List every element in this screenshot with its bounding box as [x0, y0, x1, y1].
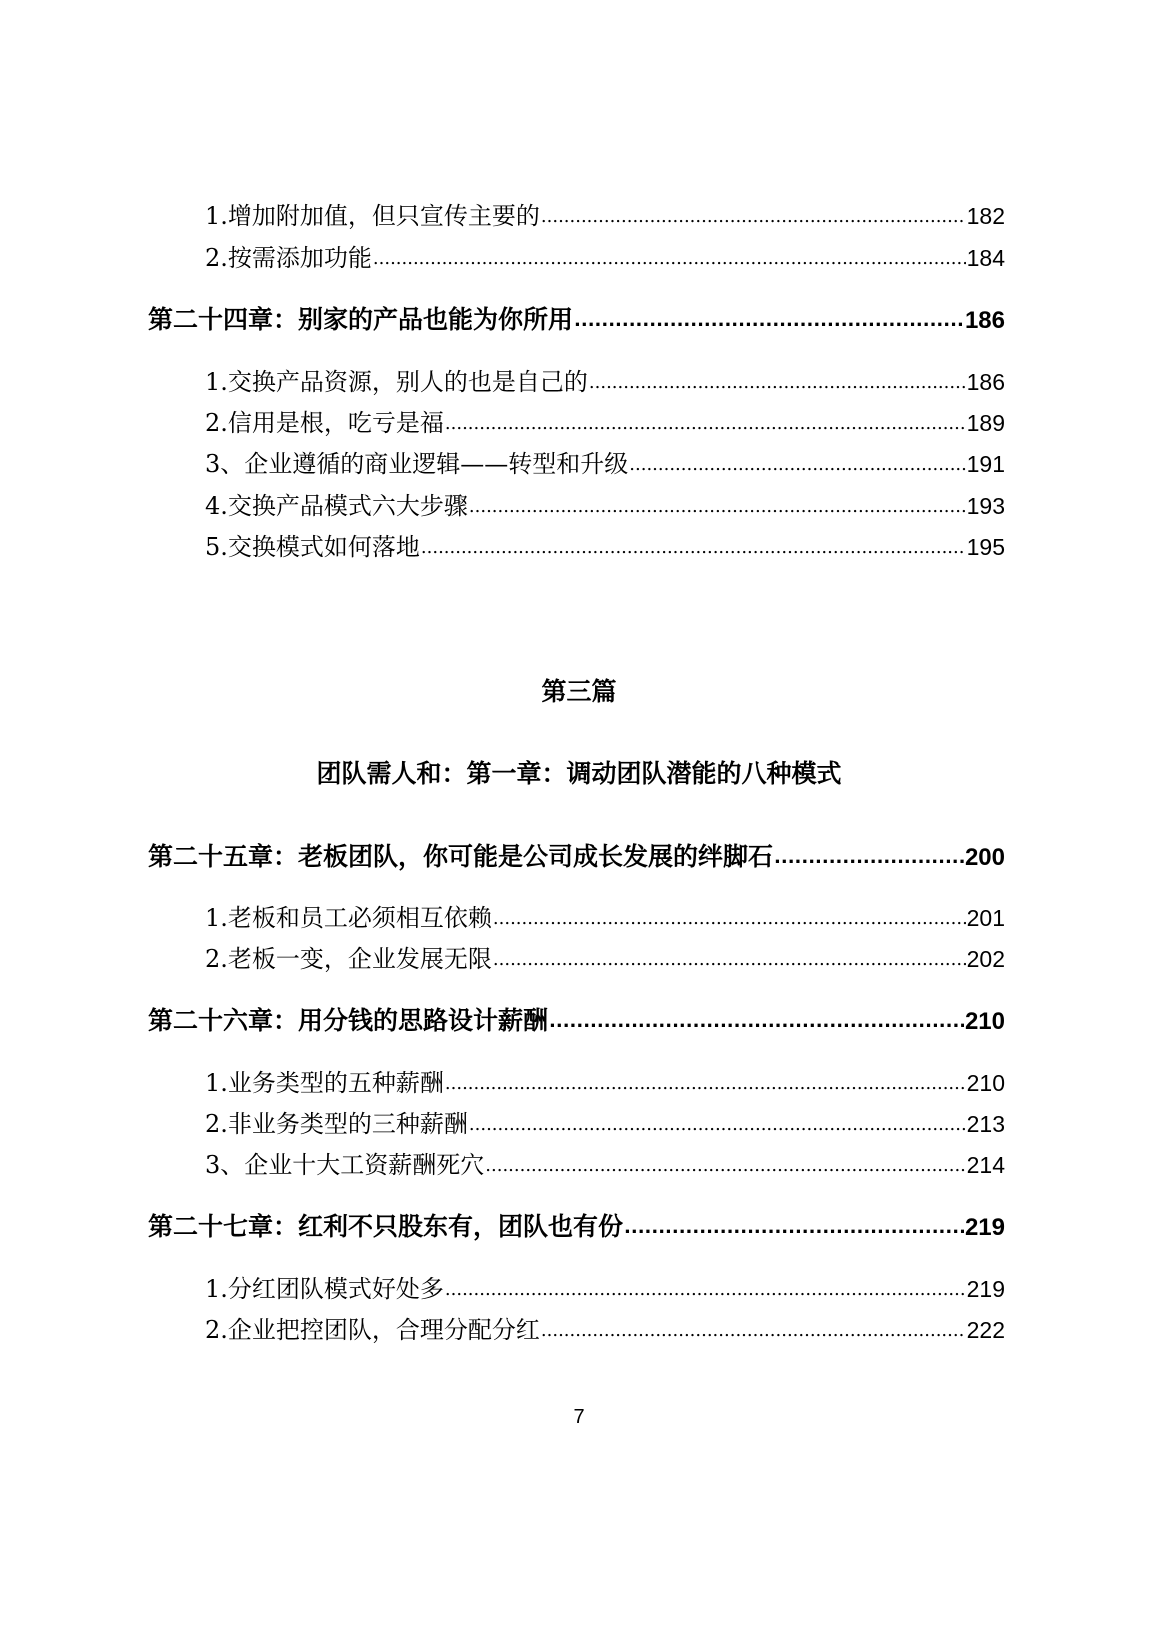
toc-chapter-26[interactable] [148, 1001, 1005, 1037]
toc-chapter-title: 第二十七章：红利不只股东有，团队也有份 [148, 1212, 624, 1241]
toc-chapter-page: 186 [964, 307, 1005, 334]
toc-entry-label: 3、企业十大工资薪酬死穴 [205, 1151, 485, 1179]
toc-chapter-page: 200 [964, 844, 1005, 871]
toc-entry-label: 2.老板一变，企业发展无限 [205, 945, 492, 973]
dot-leader [445, 407, 966, 435]
dot-leader [629, 448, 965, 476]
toc-entry[interactable] [205, 1145, 1005, 1179]
toc-entry-page: 210 [966, 1070, 1005, 1096]
toc-entry-label: 4.交换产品模式六大步骤 [205, 492, 468, 520]
dot-leader [445, 1067, 966, 1095]
dot-leader [549, 1004, 964, 1033]
dot-leader [493, 943, 966, 971]
toc-entry-page: 184 [966, 245, 1005, 271]
toc-entry[interactable] [205, 1104, 1005, 1138]
toc-entry[interactable] [205, 527, 1005, 561]
toc-entry-label: 1.交换产品资源，别人的也是自己的 [205, 368, 588, 396]
dot-leader [469, 1108, 966, 1136]
dot-leader [589, 366, 966, 394]
toc-entry-page: 191 [966, 451, 1005, 477]
dot-leader [574, 303, 964, 332]
part-heading: 第三篇 [541, 677, 617, 706]
toc-entry-label: 2.非业务类型的三种薪酬 [205, 1110, 468, 1138]
toc-entry-label: 1.分红团队模式好处多 [205, 1275, 444, 1303]
toc-entry-page: 222 [966, 1317, 1005, 1343]
toc-chapter-title: 第二十四章：别家的产品也能为你所用 [148, 305, 574, 334]
dot-leader [624, 1210, 964, 1239]
toc-entry-label: 1.老板和员工必须相互依赖 [205, 904, 492, 932]
toc-entry[interactable] [205, 1063, 1005, 1097]
toc-entry[interactable] [205, 403, 1005, 437]
toc-entry-label: 1.增加附加值，但只宣传主要的 [205, 202, 540, 230]
toc-entry-page: 202 [966, 946, 1005, 972]
dot-leader [541, 1314, 966, 1342]
toc-entry-page: 219 [966, 1276, 1005, 1302]
toc-entry[interactable] [205, 1310, 1005, 1344]
dot-leader [469, 490, 966, 518]
toc-entry-page: 189 [966, 410, 1005, 436]
toc-entry[interactable] [205, 196, 1005, 230]
toc-chapter-25[interactable] [148, 837, 1005, 873]
toc-entry-page: 193 [966, 493, 1005, 519]
toc-entry-page: 186 [966, 369, 1005, 395]
toc-entry[interactable] [205, 898, 1005, 932]
dot-leader [485, 1149, 965, 1177]
toc-chapter-title: 第二十五章：老板团队，你可能是公司成长发展的绊脚石 [148, 842, 774, 871]
toc-chapter-page: 219 [964, 1214, 1005, 1241]
toc-entry[interactable] [205, 444, 1005, 478]
toc-entry[interactable] [205, 486, 1005, 520]
toc-entry-page: 182 [966, 203, 1005, 229]
toc-entry[interactable] [205, 362, 1005, 396]
toc-chapter-24[interactable] [148, 300, 1005, 336]
toc-chapter-title: 第二十六章：用分钱的思路设计薪酬 [148, 1006, 549, 1035]
toc-entry-label: 5.交换模式如何落地 [205, 533, 420, 561]
toc-entry-label: 2.企业把控团队，合理分配分红 [205, 1316, 540, 1344]
dot-leader [373, 242, 966, 270]
dot-leader [774, 840, 964, 869]
toc-entry-page: 214 [966, 1152, 1005, 1178]
toc-entry-page: 195 [966, 534, 1005, 560]
toc-chapter-27[interactable] [148, 1207, 1005, 1243]
dot-leader [445, 1273, 966, 1301]
toc-entry[interactable] [205, 238, 1005, 272]
dot-leader [493, 902, 966, 930]
toc-entry-label: 2.信用是根，吃亏是福 [205, 409, 444, 437]
toc-entry[interactable] [205, 1269, 1005, 1303]
toc-entry-label: 1.业务类型的五种薪酬 [205, 1069, 444, 1097]
dot-leader [541, 200, 966, 228]
part-subheading: 团队需人和：第一章：调动团队潜能的八种模式 [316, 759, 842, 788]
toc-entry-page: 201 [966, 905, 1005, 931]
toc-chapter-page: 210 [964, 1008, 1005, 1035]
toc-entry-page: 213 [966, 1111, 1005, 1137]
toc-entry-label: 3、企业遵循的商业逻辑——转型和升级 [205, 450, 629, 478]
toc-entry-label: 2.按需添加功能 [205, 244, 372, 272]
page-number: 7 [573, 1406, 585, 1428]
toc-entry[interactable] [205, 939, 1005, 973]
dot-leader [421, 531, 966, 559]
